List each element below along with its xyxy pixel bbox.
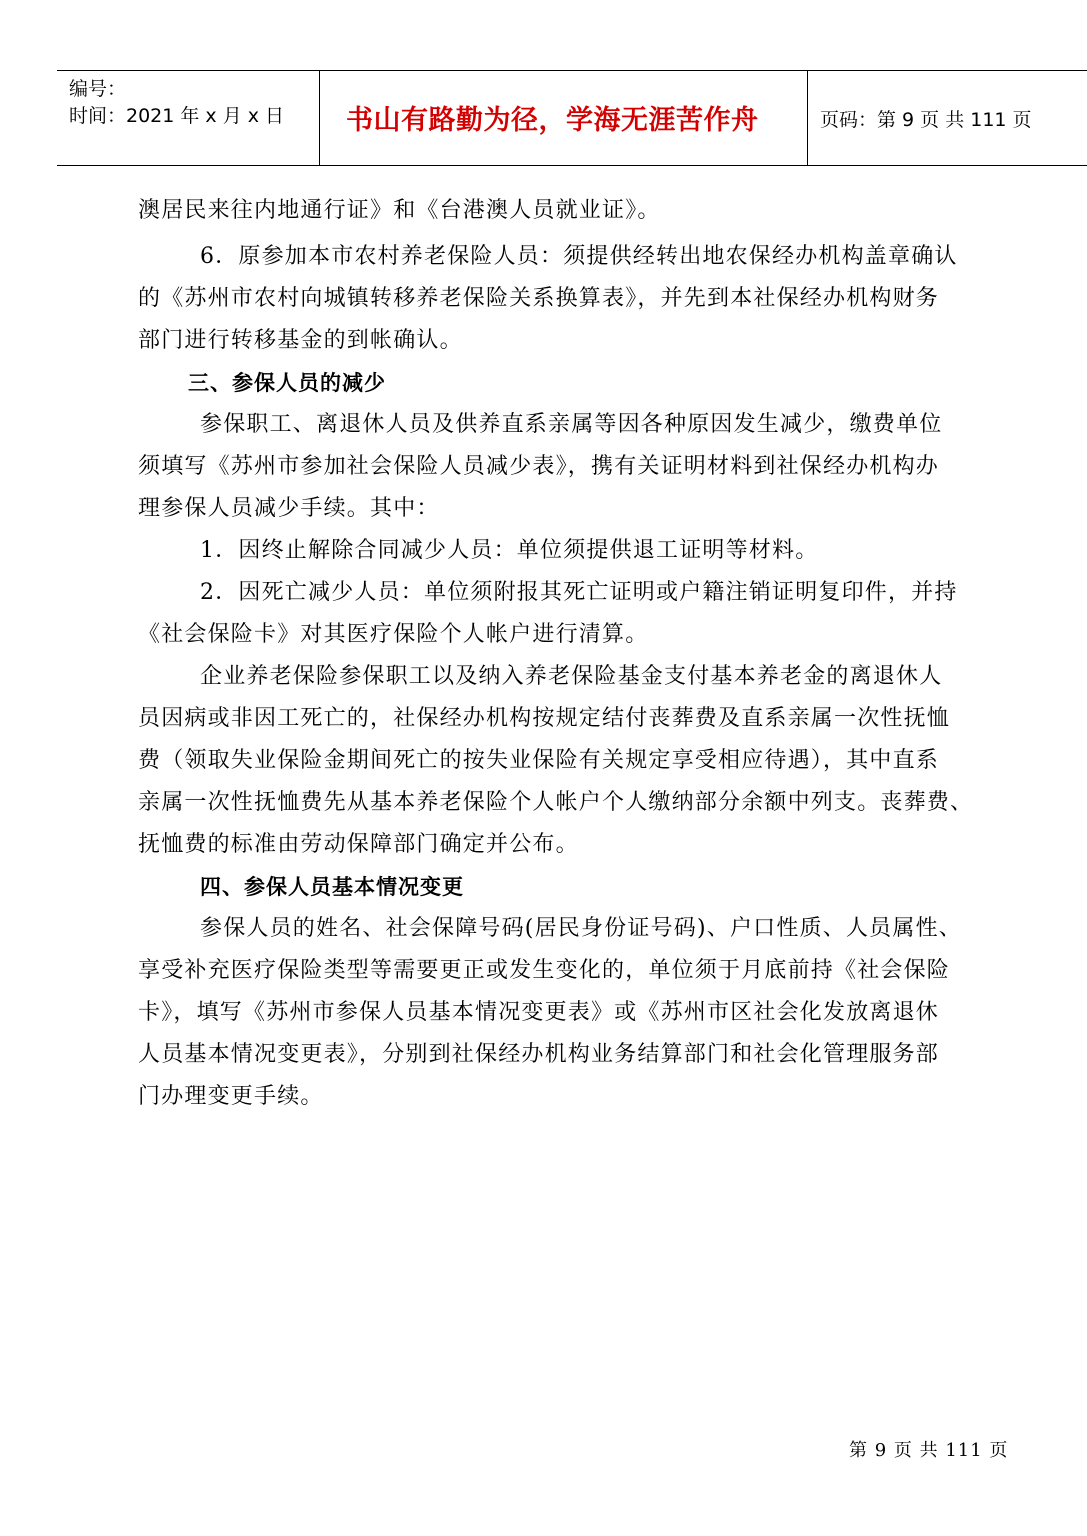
paragraph-line: 参保人员的姓名、社会保障号码(居民身份证号码)、户口性质、人员属性、 [200,916,962,941]
page-header [57,70,1087,166]
paragraph-line: 门办理变更手续。 [138,1084,324,1109]
header-page-number: 页码：第 9 页 共 111 页 [820,109,1032,131]
paragraph-line: 的《苏州市农村向城镇转移养老保险关系换算表》，并先到本社保经办机构财务 [138,286,940,311]
paragraph-line: 《社会保险卡》对其医疗保险个人帐户进行清算。 [138,622,649,647]
paragraph-line: 卡》，填写《苏州市参保人员基本情况变更表》或《苏州市区社会化发放离退休 [138,1000,940,1025]
paragraph-line: 员因病或非因工死亡的，社保经办机构按规定结付丧葬费及直系亲属一次性抚恤 [138,706,951,731]
paragraph-line: 2．因死亡减少人员：单位须附报其死亡证明或户籍注销证明复印件，并持 [200,580,958,605]
paragraph-line: 理参保人员减少手续。其中： [138,496,440,521]
section-heading: 四、参保人员基本情况变更 [200,875,464,899]
paragraph-line: 享受补充医疗保险类型等需要更正或发生变化的，单位须于月底前持《社会保险 [138,958,951,983]
paragraph-line: 部门进行转移基金的到帐确认。 [138,328,463,353]
paragraph-line: 须填写《苏州市参加社会保险人员减少表》，携有关证明材料到社保经办机构办 [138,454,940,479]
header-page-cell [808,71,1087,165]
paragraph-line: 参保职工、离退休人员及供养直系亲属等因各种原因发生减少，缴费单位 [200,412,943,437]
header-motto-cell [320,71,808,165]
date-label: 时间：2021 年 x 月 x 日 [69,105,285,127]
paragraph-line: 人员基本情况变更表》，分别到社保经办机构业务结算部门和社会化管理服务部 [138,1042,940,1067]
serial-number-label: 编号： [69,78,127,100]
paragraph-line: 企业养老保险参保职工以及纳入养老保险基金支付基本养老金的离退休人 [200,664,943,689]
motto: 书山有路勤为径，学海无涯苦作舟 [346,105,759,136]
paragraph-line: 亲属一次性抚恤费先从基本养老保险个人帐户个人缴纳部分余额中列支。丧葬费、 [138,790,974,815]
footer-page-number: 第 9 页 共 111 页 [849,1440,1009,1461]
paragraph-line: 抚恤费的标准由劳动保障部门确定并公布。 [138,832,579,857]
paragraph-line: 6．原参加本市农村养老保险人员：须提供经转出地农保经办机构盖章确认 [200,244,958,269]
header-meta-cell [57,71,320,165]
paragraph-line: 澳居民来往内地通行证》和《台港澳人员就业证》。 [138,198,661,223]
paragraph-line: 1．因终止解除合同减少人员：单位须提供退工证明等材料。 [200,538,819,563]
section-heading: 三、参保人员的减少 [188,371,386,395]
paragraph-line: 费（领取失业保险金期间死亡的按失业保险有关规定享受相应待遇），其中直系 [138,748,940,773]
